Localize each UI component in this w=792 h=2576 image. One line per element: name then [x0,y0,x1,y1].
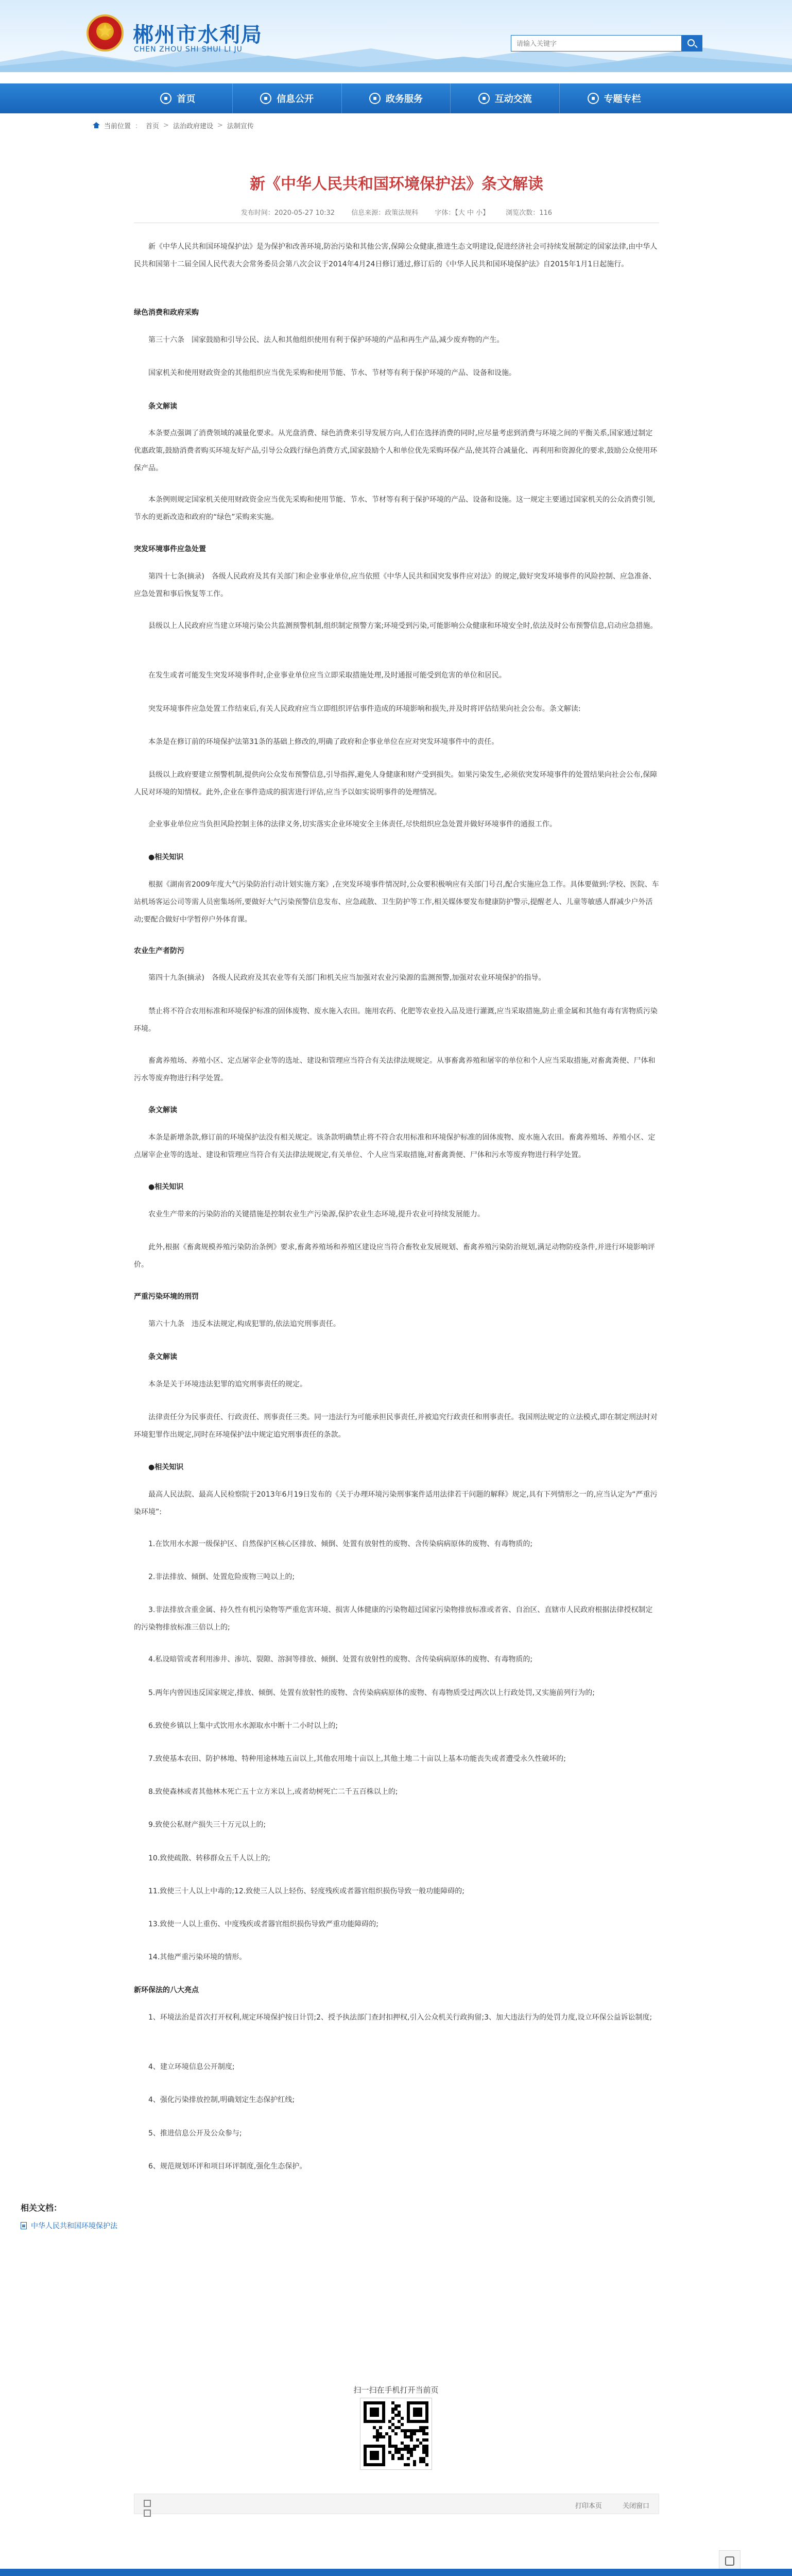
breadcrumb-label: 当前位置 [104,122,131,130]
paragraph: 9.致使公私财产损失三十万元以上的; [148,1821,266,1829]
paragraph: 本条例则规定国家机关使用财政资金应当优先采购和使用节能、节水、节材等有利于保护环境的产品、设备和设施。这一规定主要通过国家机关的公众消费引领,节水的更新改造和政府的“绿色”采购来实施。 [134,495,656,521]
breadcrumb: 当前位置 ： 首页 > 法治政府建设 > 法制宣传 [93,117,700,133]
paragraph: 1.在饮用水水源一级保护区、自然保护区核心区排放、倾倒、处置有放射性的废物、含传染病病原体的废物、有毒物质的; [148,1539,533,1548]
tools-right [557,2500,649,2510]
info-icon [260,93,271,104]
section-heading: 新环保法的八大亮点 [134,1986,199,1995]
paragraph: 突发环境事件应急处置工作结束后,有关人民政府应当立即组织评估事件造成的环境影响和损失,并及时将评估结果向社会公布。条文解读: [148,704,581,713]
paragraph: 7.致使基本农田、防护林地、特种用途林地五亩以上,其他农用地十亩以上,其他土地二十亩以上基本功能丧失或者遭受永久性破坏的; [148,1754,566,1763]
paragraph: 11.致使三十人以上中毒的;12.致使三人以上轻伤、轻度残疾或者器官组织损伤导致一般功能障碍的; [148,1887,464,1895]
section-heading: 农业生产者防污 [134,946,184,955]
topic-icon [588,93,599,104]
search-input[interactable] [511,36,681,51]
paragraph: 县级以上政府要建立预警机制,提供向公众发布预警信息,引导指挥,避免人身健康和财产受到损失。如果污染发生,必须依突发环境事件的处置结果向社会公布,保障人民对环境的知情权。此外,企业在事件造成的损害进行评估,应当予以如实说明事件的处理情况。 [134,770,658,796]
page-tools [134,2494,659,2514]
paragraph: 13.致使一人以上重伤、中度残疾或者器官组织损伤导致严重功能障碍的; [148,1920,378,1928]
search-button[interactable] [681,36,702,51]
paragraph: 第三十六条 国家鼓励和引导公民、法人和其他组织使用有利于保护环境的产品和再生产品,减少废弃物的产生。 [148,336,504,345]
paragraph: 此外,根据《畜禽规模养殖污染防治条例》要求,畜禽养殖场和养殖区建设应当符合畜牧业发展规划、畜禽养殖污染防治规划,满足动物防疫条件,并进行环境影响评价。 [134,1243,655,1269]
paragraph: 最高人民法院、最高人民检察院于2013年6月19日发布的《关于办理环境污染刑事案件适用法律若干问题的解释》规定,具有下列情形之一的,应当认定为“严重污染环境”: [134,1490,658,1516]
section-heading: 严重污染环境的刑罚 [134,1293,199,1301]
paragraph: 第四十七条(摘录) 各级人民政府及其有关部门和企业事业单位,应当依照《中华人民共和国突发事件应对法》的规定,做好突发环境事件的风险控制、应急准备、应急处置和事后恢复等工作。 [134,572,656,598]
font-size-switch[interactable]: 字体：【大 中 小】 [435,209,490,217]
national-emblem-logo[interactable] [87,14,124,52]
breadcrumb-section[interactable]: 法治政府建设 [173,122,213,130]
nav-home[interactable]: 首页 [124,83,233,113]
chat-icon [478,93,490,104]
paragraph: 8.致使森林或者其他林木死亡五十立方米以上,或者幼树死亡二千五百株以上的; [148,1788,398,1797]
search-box [511,35,702,52]
paragraph: 第四十九条(摘录) 各级人民政府及其农业等有关部门和机关应当加强对农业污染源的监测预警,加强对农业环境保护的指导。 [148,974,546,982]
paragraph: 4、建立环境信息公开制度; [148,2063,235,2072]
section-heading: ●相关知识 [148,1463,184,1471]
paragraph: 2.非法排放、倾倒、处置危险废物三吨以上的; [148,1573,295,1582]
close-window-button[interactable]: 关闭窗口 [622,2502,649,2510]
service-icon [369,93,381,104]
document-icon [21,2222,27,2229]
section-heading: 突发环境事件应急处置 [134,545,206,553]
site-header [0,0,792,72]
section-heading: ●相关知识 [148,1183,184,1192]
nav-special-topics[interactable]: 专题专栏 [560,83,668,113]
paragraph: 农业生产带来的污染防治的关键措施是控制农业生产污染源,保护农业生态环境,提升农业可持续发展能力。 [148,1210,485,1218]
paragraph: 新《中华人民共和国环境保护法》是为保护和改善环境,防治污染和其他公害,保障公众健康,推进生态文明建设,促进经济社会可持续发展制定的国家法律,由中华人民共和国第十二届全国人民代表大会常务委员会第八次会议于2014年4月24日修订通过,修订后的《中华人民共和国环境保护法》自2015年1月1日起施行。 [134,243,658,268]
section-heading: 条文解读 [148,1353,177,1362]
paragraph: 5.两年内曾因违反国家规定,排放、倾倒、处置有放射性的废物、含传染病病原体的废物、有毒物质受过两次以上行政处罚,又实施前列行为的; [148,1688,595,1697]
home-icon [93,122,100,128]
section-heading: 条文解读 [148,402,177,411]
view-count: 浏览次数：116 [506,209,553,217]
article-meta [134,207,659,217]
related-docs [21,2201,536,2231]
paragraph: 10.致使疏散、转移群众五千人以上的; [148,1854,270,1862]
paragraph: 14.其他严重污染环境的情形。 [148,1953,247,1962]
paragraph: 本条是新增条款,修订前的环境保护法没有相关规定。该条款明确禁止将不符合农用标准和环境保护标准的固体废物、废水施入农田。畜禽养殖场、养殖小区、定点屠宰企业等的选址、建设和管理应当符合有关法律法规规定,有关单位、个人应当采取措施,对畜禽粪便、尸体和污水等废弃物进行科学处置。 [134,1133,656,1159]
qr-code-image [364,2401,428,2466]
paragraph: 法律责任分为民事责任、行政责任、刑事责任三类。同一违法行为可能承担民事责任,并被追究行政责任和刑事责任。我国刑法规定的立法模式,即在制定刑法时对环境犯罪作出规定,同时在环境保护法中规定追究刑事责任的条款。 [134,1413,658,1439]
wechat-icon [725,2556,734,2566]
info-source: 信息来源：政策法规科 [351,209,419,217]
share-icons [144,2499,161,2509]
search-icon [687,39,695,46]
paragraph: 畜禽养殖场、养殖小区、定点屠宰企业等的选址、建设和管理应当符合有关法律法规规定。从事畜禽养殖和屠宰的单位和个人应当采取措施,对畜禽粪便、尸体和污水等废弃物进行科学处置。 [134,1056,656,1082]
paragraph: 6.致使乡镇以上集中式饮用水水源取水中断十二小时以上的; [148,1721,338,1730]
site-name[interactable]: 郴州市水利局 [133,23,263,47]
site-pinyin: CHEN ZHOU SHI SHUI LI JU [134,45,243,54]
section-heading: 绿色消费和政府采购 [134,309,199,317]
paragraph: 本条要点强调了消费领域的减量化要求。从光盘消费、绿色消费来引导发展方向,人们在选择消费的同时,应尽量考虑到消费与环境之间的平衡关系,国家通过制定优惠政策,鼓励消费者购买环境友好产品,引导公众践行绿色消费方式,国家鼓励个人和单位优先采购环保产品,使其符合减量化、再利用和资源化的要求,鼓励公众使用环保产品。 [134,429,658,473]
paragraph: 国家机关和使用财政资金的其他组织应当优先采购和使用节能、节水、节材等有利于保护环境的产品、设备和设施。 [148,369,516,378]
section-heading: 条文解读 [148,1106,177,1115]
qr-caption: 扫一扫在手机打开当前页 [353,2385,439,2395]
paragraph: 在发生或者可能发生突发环境事件时,企业事业单位应当立即采取措施处理,及时通报可能受到危害的单位和居民。 [148,671,506,680]
publish-time: 发布时间：2020-05-27 10:32 [240,209,335,217]
paragraph: 1、环境法治是首次打开权利,规定环境保护按日计罚;2、授予执法部门查封扣押权,引入公众机关行政拘留;3、加大违法行为的处罚力度,设立环保公益诉讼制度; [148,2013,652,2022]
paragraph: 县级以上人民政府应当建立环境污染公共监测预警机制,组织制定预警方案;环境受到污染,可能影响公众健康和环境安全时,依法及时公布预警信息,启动应急措施。 [148,622,658,631]
paragraph: 4.私设暗管或者利用渗井、渗坑、裂隙、溶洞等排放、倾倒、处置有放射性的废物、含传染病病原体的废物、有毒物质的; [148,1655,533,1664]
paragraph: 本条是关于环境违法犯罪的追究刑事责任的规定。 [148,1380,307,1389]
site-footer [0,2569,792,2576]
paragraph: 3.非法排放含重金属、持久性有机污染物等严重危害环境、损害人体健康的污染物超过国家污染物排放标准或者省、自治区、直辖市人民政府根据法律授权制定的污染物排放标准三倍以上的; [134,1606,653,1632]
paragraph: 禁止将不符合农用标准和环境保护标准的固体废物、废水施入农田。施用农药、化肥等农业投入品及进行灌溉,应当采取措施,防止重金属和其他有毒有害物质污染环境。 [134,1007,658,1033]
breadcrumb-current[interactable]: 法制宣传 [227,122,254,130]
section-heading: ●相关知识 [148,853,184,862]
qr-code [360,2398,432,2470]
home-icon [160,93,171,104]
main-nav [0,83,792,113]
print-button[interactable]: 打印本页 [575,2502,602,2510]
related-title: 相关文档： [21,2203,62,2213]
nav-interaction[interactable]: 互动交流 [451,83,560,113]
paragraph: 6、规范规划环评和项目环评制度,强化生态保护。 [148,2162,307,2171]
paragraph: 4、强化污染排放控制,明确划定生态保护红线; [148,2096,295,2105]
paragraph: 第六十九条 违反本法规定,构成犯罪的,依法追究刑事责任。 [148,1320,340,1329]
paragraph: 本条是在修订前的环境保护法第31条的基础上修改的,明确了政府和企事业单位在应对突发环境事件中的责任。 [148,737,499,746]
paragraph: 企业事业单位应当负担风险控制主体的法律义务,切实落实企业环境安全主体责任,尽快组织应急处置并做好环境事件的通报工作。 [148,820,557,829]
nav-gov-service[interactable]: 政务服务 [342,83,451,113]
paragraph: 根据《湖南省2009年度大气污染防治行动计划实施方案》,在突发环境事件情况时,公众要积极响应有关部门号召,配合实施应急工作。具体要做到:学校、医院、车站机场客运公司等需人员密集场所,要做好大气污染预警信息发布、应急疏散、卫生防护等工作,相关媒体要发布健康防护警示,提醒老人、儿童等敏感人群减少户外活动;要配合做好中学暂停户外体育课。 [134,880,659,924]
share-icon[interactable] [144,2510,151,2517]
paragraph: 5、推进信息公开及公众参与; [148,2129,242,2138]
share-icon[interactable] [144,2500,151,2507]
nav-info-public[interactable]: 信息公开 [233,83,342,113]
related-doc-link[interactable]: 中华人民共和国环境保护法 [21,2221,536,2231]
breadcrumb-home[interactable]: 首页 [146,122,160,130]
article [134,135,659,2453]
article-title: 新《中华人民共和国环境保护法》条文解读 [250,175,543,193]
